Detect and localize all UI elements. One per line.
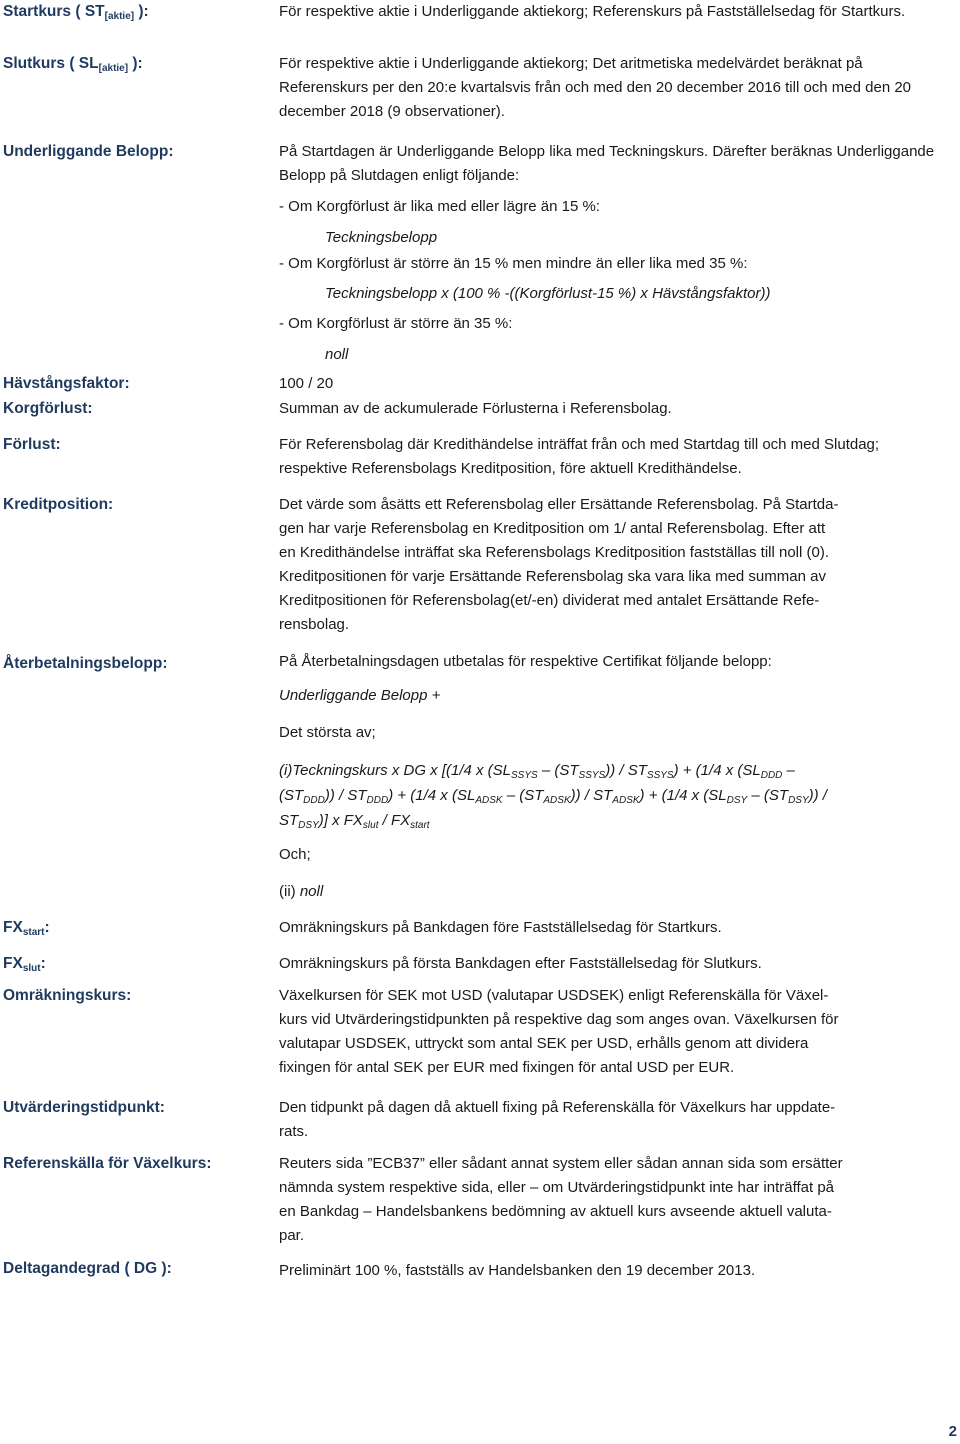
term-startkurs: Startkurs ( $ST_{[aktie]}$ ): (3, 3, 149, 22)
ub-case-1-value: Teckningsbelopp (325, 229, 438, 246)
kreditposition-line: Kreditpositionen för varje Ersättande Referensbolag ska vara lika med summan av (279, 568, 826, 585)
def-aterbetalningsbelopp: På Återbetalningsdagen utbetalas för respektive Certifikat följande belopp: (279, 653, 772, 670)
def-slutkurs: För respektive aktie i Underliggande aktiekorg; Det aritmetiska medelvärdet beräknat på Referenskurs per den 20:e kvartalsvis från och med den 20 december 2016 till och med den 20 december 2018 (9 observationer). (279, 55, 912, 120)
ub-case-2-value: Teckningsbelopp x (100 % -((Korgförlust-15 %) x Hävstångsfaktor)) (325, 285, 771, 302)
def-referenskalla (279, 1152, 939, 1248)
page-number: 2 (948, 1423, 957, 1440)
ub-case-2: - Om Korgförlust är större än 15 % men mindre än eller lika med 35 %: (279, 255, 748, 272)
term-referenskalla: Referenskälla för Växelkurs: (3, 1155, 212, 1172)
utvardering-line: rats. (279, 1123, 309, 1140)
ub-case-3: - Om Korgförlust är större än 35 %: (279, 315, 513, 332)
repayment-formula (279, 758, 939, 833)
utvardering-line: Den tidpunkt på dagen då aktuell fixing på Referenskälla för Växelkurs har uppdate- (279, 1099, 836, 1116)
referenskalla-line: en Bankdag – Handelsbankens bedömning av aktuell kurs avseende aktuell valuta- (279, 1203, 832, 1220)
omrakningskurs-line: kurs vid Utvärderingstidpunkten på respektive dag som anges ovan. Växelkursen för (279, 1011, 839, 1028)
term-deltagandegrad: Deltagandegrad ( DG ): (3, 1260, 172, 1277)
formula-line-2: $(ST_{DDD})) / ST_{DDD}) + (1/4$ x $(SL_{ADSK} - (ST_{ADSK})) / ST_{ADSK}) + (1/4$ x $(SL_{DSY} - (ST_{DSY}))$ / (279, 787, 827, 806)
term-korgforlust: Korgförlust: (3, 400, 93, 417)
kreditposition-line: rensbolag. (279, 616, 350, 633)
referenskalla-line: Reuters sida ”ECB37” eller sådant annat system eller sådan annan sida som ersätter (279, 1155, 843, 1172)
def-fx-slut: Omräkningskurs på första Bankdagen efter Fastställelsedag för Slutkurs. (279, 955, 762, 972)
term-fx-start: $FX_{start}$: (3, 919, 50, 938)
aterbet-storsta: Det största av; (279, 724, 376, 741)
referenskalla-line: par. (279, 1227, 305, 1244)
term-underliggande-belopp: Underliggande Belopp: (3, 143, 174, 160)
referenskalla-line: nämnda system respektive sida, eller – om Utvärderingstidpunkt inte har inträffat på (279, 1179, 834, 1196)
formula-line-3: $ST_{DSY}$)] x $FX_{slut} / FX_{start}$ (279, 812, 430, 831)
def-omrakningskurs (279, 984, 939, 1080)
term-omrakningskurs: Omräkningskurs: (3, 987, 132, 1004)
kreditposition-line: gen har varje Referensbolag en Kreditposition om 1/ antal Referensbolag. Efter att (279, 520, 826, 537)
term-havstangsfaktor: Hävstångsfaktor: (3, 375, 130, 392)
ub-case-1: - Om Korgförlust är lika med eller lägre än 15 %: (279, 198, 600, 215)
ub-case-3-value: noll (325, 346, 349, 363)
def-forlust: För Referensbolag där Kredithändelse inträffat från och med Startdag till och med Slutdag; respektive Referensbolags Kreditposition, före aktuell Kredithändelse. (279, 436, 880, 477)
def-startkurs: För respektive aktie i Underliggande aktiekorg; Referenskurs på Fastställelsedag för Startkurs. (279, 3, 906, 20)
omrakningskurs-line: Växelkursen för SEK mot USD (valutapar USDSEK) enligt Referenskälla för Växel- (279, 987, 829, 1004)
def-deltagandegrad: Preliminärt 100 %, fastställs av Handelsbanken den 19 december 2013. (279, 1262, 756, 1279)
aterbet-underliggande-belopp: Underliggande Belopp + (279, 687, 441, 704)
omrakningskurs-line: fixingen för antal SEK per EUR med fixingen för antal USD per EUR. (279, 1059, 735, 1076)
formula-line-1: (i)Teckningskurs x DG x [(1/4 x $(SL_{SSYS} - (ST_{SSYS})) / ST_{SSYS}) + (1/4$ x ($SL_{DDD}$ – (279, 762, 795, 781)
term-fx-slut: $FX_{slut}$: (3, 955, 46, 974)
term-aterbetalningsbelopp: Återbetalningsbelopp: (3, 655, 168, 672)
term-slutkurs: Slutkurs ( $SL_{[aktie]}$ ): (3, 55, 143, 74)
kreditposition-line: Det värde som åsätts ett Referensbolag eller Ersättande Referensbolag. På Startda- (279, 496, 839, 513)
term-forlust: Förlust: (3, 436, 61, 453)
def-underliggande-belopp: På Startdagen är Underliggande Belopp lika med Teckningskurs. Därefter beräknas Underliggande Belopp på Slutdagen enligt följande: (279, 143, 935, 184)
def-kreditposition (279, 493, 939, 637)
term-utvarderingstidpunkt: Utvärderingstidpunkt: (3, 1099, 165, 1116)
def-havstangsfaktor: 100 / 20 (279, 375, 334, 392)
aterbet-ii: (ii) noll (279, 883, 324, 900)
def-fx-start: Omräkningskurs på Bankdagen före Fastställelsedag för Startkurs. (279, 919, 722, 936)
kreditposition-line: en Kredithändelse inträffat ska Referensbolags Kreditposition fastställas till noll (0). (279, 544, 830, 561)
def-korgforlust: Summan av de ackumulerade Förlusterna i Referensbolag. (279, 400, 672, 417)
kreditposition-line: Kreditpositionen för Referensbolag(et/-en) dividerat med antalet Ersättande Refe- (279, 592, 820, 609)
def-utvarderingstidpunkt (279, 1096, 939, 1144)
term-kreditposition: Kreditposition: (3, 496, 114, 513)
omrakningskurs-line: valutapar USDSEK, uttryckt som antal SEK per USD, erhålls genom att dividera (279, 1035, 809, 1052)
aterbet-och: Och; (279, 846, 311, 863)
